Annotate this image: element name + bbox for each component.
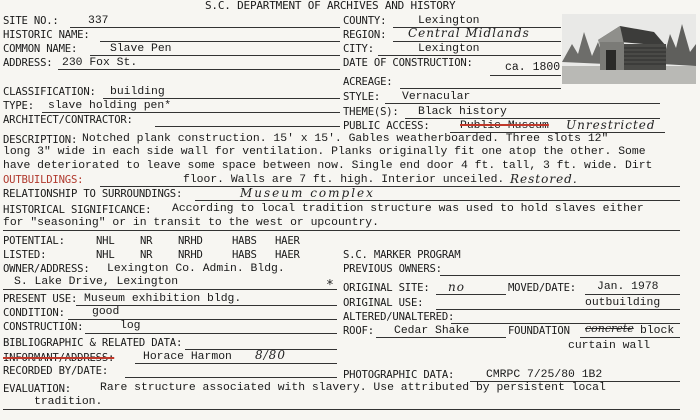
type-label: TYPE: — [3, 100, 34, 112]
potential-nhl: NHL — [96, 235, 115, 247]
moved-date-line — [585, 294, 680, 295]
significance-line-1: According to local tradition structure was used to hold slaves either — [172, 203, 644, 215]
foundation-value-2: curtain wall — [568, 340, 651, 352]
photo-data-label: PHOTOGRAPHIC DATA: — [343, 369, 455, 381]
condition-line — [68, 319, 337, 320]
region-line — [393, 41, 561, 42]
present-use-label: PRESENT USE: — [3, 293, 78, 305]
informant-line — [135, 363, 337, 364]
themes-label: THEME(S): — [343, 106, 399, 118]
common-name-label: COMMON NAME: — [3, 43, 78, 55]
date-line — [490, 75, 561, 76]
listed-nr: NR — [140, 249, 153, 261]
listed-haer: HAER — [275, 249, 300, 261]
significance-label: HISTORICAL SIGNIFICANCE: — [3, 204, 152, 216]
evaluation-line — [3, 409, 680, 410]
region-label: REGION: — [343, 29, 387, 41]
foundation-line — [580, 337, 680, 338]
evaluation-line-2: tradition. — [34, 396, 103, 408]
informant-value: Horace Harmon — [143, 351, 232, 363]
county-label: COUNTY: — [343, 15, 387, 27]
significance-line-2: for "seasoning" or in transit to the west or upcountry. — [3, 217, 379, 229]
outbuildings-line — [100, 186, 680, 187]
relationship-handwritten: Museum complex — [240, 186, 375, 200]
relationship-line — [195, 200, 680, 201]
previous-owners-label: PREVIOUS OWNERS: — [343, 263, 442, 275]
log-cabin-image — [562, 14, 696, 84]
listed-nrhd: NRHD — [178, 249, 203, 261]
style-value: Vernacular — [402, 91, 471, 103]
description-line-4: floor. Walls are 7 ft. high. Interior unceiled. — [183, 174, 505, 186]
condition-value: good — [92, 306, 120, 318]
building-photo — [562, 14, 696, 84]
address-label: ADDRESS: — [3, 57, 53, 69]
original-use-label: ORIGINAL USE: — [343, 297, 424, 309]
date-label: DATE OF CONSTRUCTION: — [343, 57, 473, 69]
historic-name-line — [100, 41, 340, 42]
description-line-2: long 3" wide in each side wall for ventilation. Planks originally fit one atop the other. Some — [3, 146, 646, 158]
type-line — [42, 112, 340, 113]
evaluation-label: EVALUATION: — [3, 383, 71, 395]
classification-label: CLASSIFICATION: — [3, 86, 96, 98]
city-line — [378, 55, 561, 56]
style-line — [385, 103, 660, 104]
acreage-line — [400, 88, 561, 89]
access-handwritten: Unrestricted — [566, 118, 656, 132]
moved-date-label: MOVED/DATE: — [508, 282, 576, 294]
listed-nhl: NHL — [96, 249, 115, 261]
common-name-line — [90, 55, 340, 56]
city-value: Lexington — [418, 43, 480, 55]
site-no-label: SITE NO.: — [3, 15, 59, 27]
site-no-line — [70, 27, 340, 28]
original-site-line — [436, 294, 506, 295]
description-handwritten-restored: Restored. — [510, 172, 578, 186]
original-site-handwritten: no — [448, 280, 465, 294]
date-value: ca. 1800 — [505, 61, 561, 74]
owner-line-1: Lexington Co. Admin. Bldg. — [107, 263, 285, 275]
recorded-label: RECORDED BY/DATE: — [3, 365, 109, 377]
potential-haer: HAER — [275, 235, 300, 247]
original-use-line — [436, 309, 680, 310]
listed-habs: HABS — [232, 249, 257, 261]
biblio-label: BIBLIOGRAPHIC & RELATED DATA: — [3, 337, 183, 349]
owner-line-2: S. Lake Drive, Lexington — [14, 276, 179, 288]
access-label: PUBLIC ACCESS: — [343, 120, 430, 132]
informant-label: INFORMANT/ADDRESS: — [3, 352, 115, 364]
address-value: 230 Fox St. — [62, 57, 138, 69]
potential-nr: NR — [140, 235, 153, 247]
altered-line — [451, 323, 680, 324]
architect-line — [155, 126, 340, 127]
original-site-label: ORIGINAL SITE: — [343, 282, 430, 294]
relationship-label: RELATIONSHIP TO SURROUNDINGS: — [3, 188, 183, 200]
altered-label: ALTERED/UNALTERED: — [343, 311, 455, 323]
photo-data-value: CMRPC 7/25/80 1B2 — [486, 369, 603, 381]
roof-label: ROOF: — [343, 325, 374, 337]
moved-date-value: Jan. 1978 — [597, 281, 659, 293]
asterisk-icon: * — [326, 278, 334, 293]
potential-habs: HABS — [232, 235, 257, 247]
condition-label: CONDITION: — [3, 307, 65, 319]
present-use-value: Museum exhibition bldg. — [84, 293, 242, 305]
roof-value: Cedar Shake — [394, 325, 470, 337]
significance-line — [3, 230, 680, 231]
foundation-value: block — [640, 325, 675, 337]
style-label: STYLE: — [343, 91, 381, 103]
evaluation-line-1: Rare structure associated with slavery. Use attributed by persistent local — [100, 382, 606, 394]
county-value: Lexington — [418, 15, 480, 27]
classification-line — [103, 98, 340, 99]
site-no-value: 337 — [88, 15, 109, 27]
owner-line — [3, 289, 337, 290]
potential-label: POTENTIAL: — [3, 235, 65, 247]
recorded-line — [125, 377, 337, 378]
roof-line — [376, 337, 506, 338]
construction-line — [85, 333, 337, 334]
address-line — [58, 69, 340, 70]
original-use-value: outbuilding — [585, 297, 661, 309]
informant-handwritten-date: 8/80 — [255, 348, 286, 362]
potential-nrhd: NRHD — [178, 235, 203, 247]
classification-value: building — [110, 86, 165, 98]
description-line-1: Notched plank construction. 15' x 15'. Gables weatherboarded. Three slots 12" — [82, 133, 609, 145]
owner-label: OWNER/ADDRESS: — [3, 263, 90, 275]
region-handwritten: Central Midlands — [408, 26, 530, 40]
common-name-value: Slave Pen — [110, 43, 172, 55]
foundation-struck-value: concrete — [585, 322, 634, 335]
themes-value: Black history — [418, 106, 507, 118]
historic-name-label: HISTORIC NAME: — [3, 29, 90, 41]
construction-value: log — [120, 320, 141, 332]
marker-program-label: S.C. MARKER PROGRAM — [343, 249, 461, 261]
description-line-3: have deteriorated to leave some space between now. Single end door 4 ft. tall, 3 ft. wide. Dirt — [3, 160, 653, 172]
listed-label: LISTED: — [3, 249, 47, 261]
foundation-label: FOUNDATION — [508, 325, 570, 337]
form-header: S.C. DEPARTMENT OF ARCHIVES AND HISTORY — [205, 0, 456, 12]
acreage-label: ACREAGE: — [343, 76, 393, 88]
description-label: DESCRIPTION: — [3, 134, 78, 146]
construction-label: CONSTRUCTION: — [3, 321, 84, 333]
previous-owners-line — [440, 275, 680, 276]
access-struck-value: Public Museum — [460, 120, 549, 132]
city-label: CITY: — [343, 43, 374, 55]
type-value: slave holding pen* — [48, 100, 172, 112]
outbuildings-label: OUTBUILDINGS: — [3, 174, 84, 186]
architect-label: ARCHITECT/CONTRACTOR: — [3, 114, 133, 126]
